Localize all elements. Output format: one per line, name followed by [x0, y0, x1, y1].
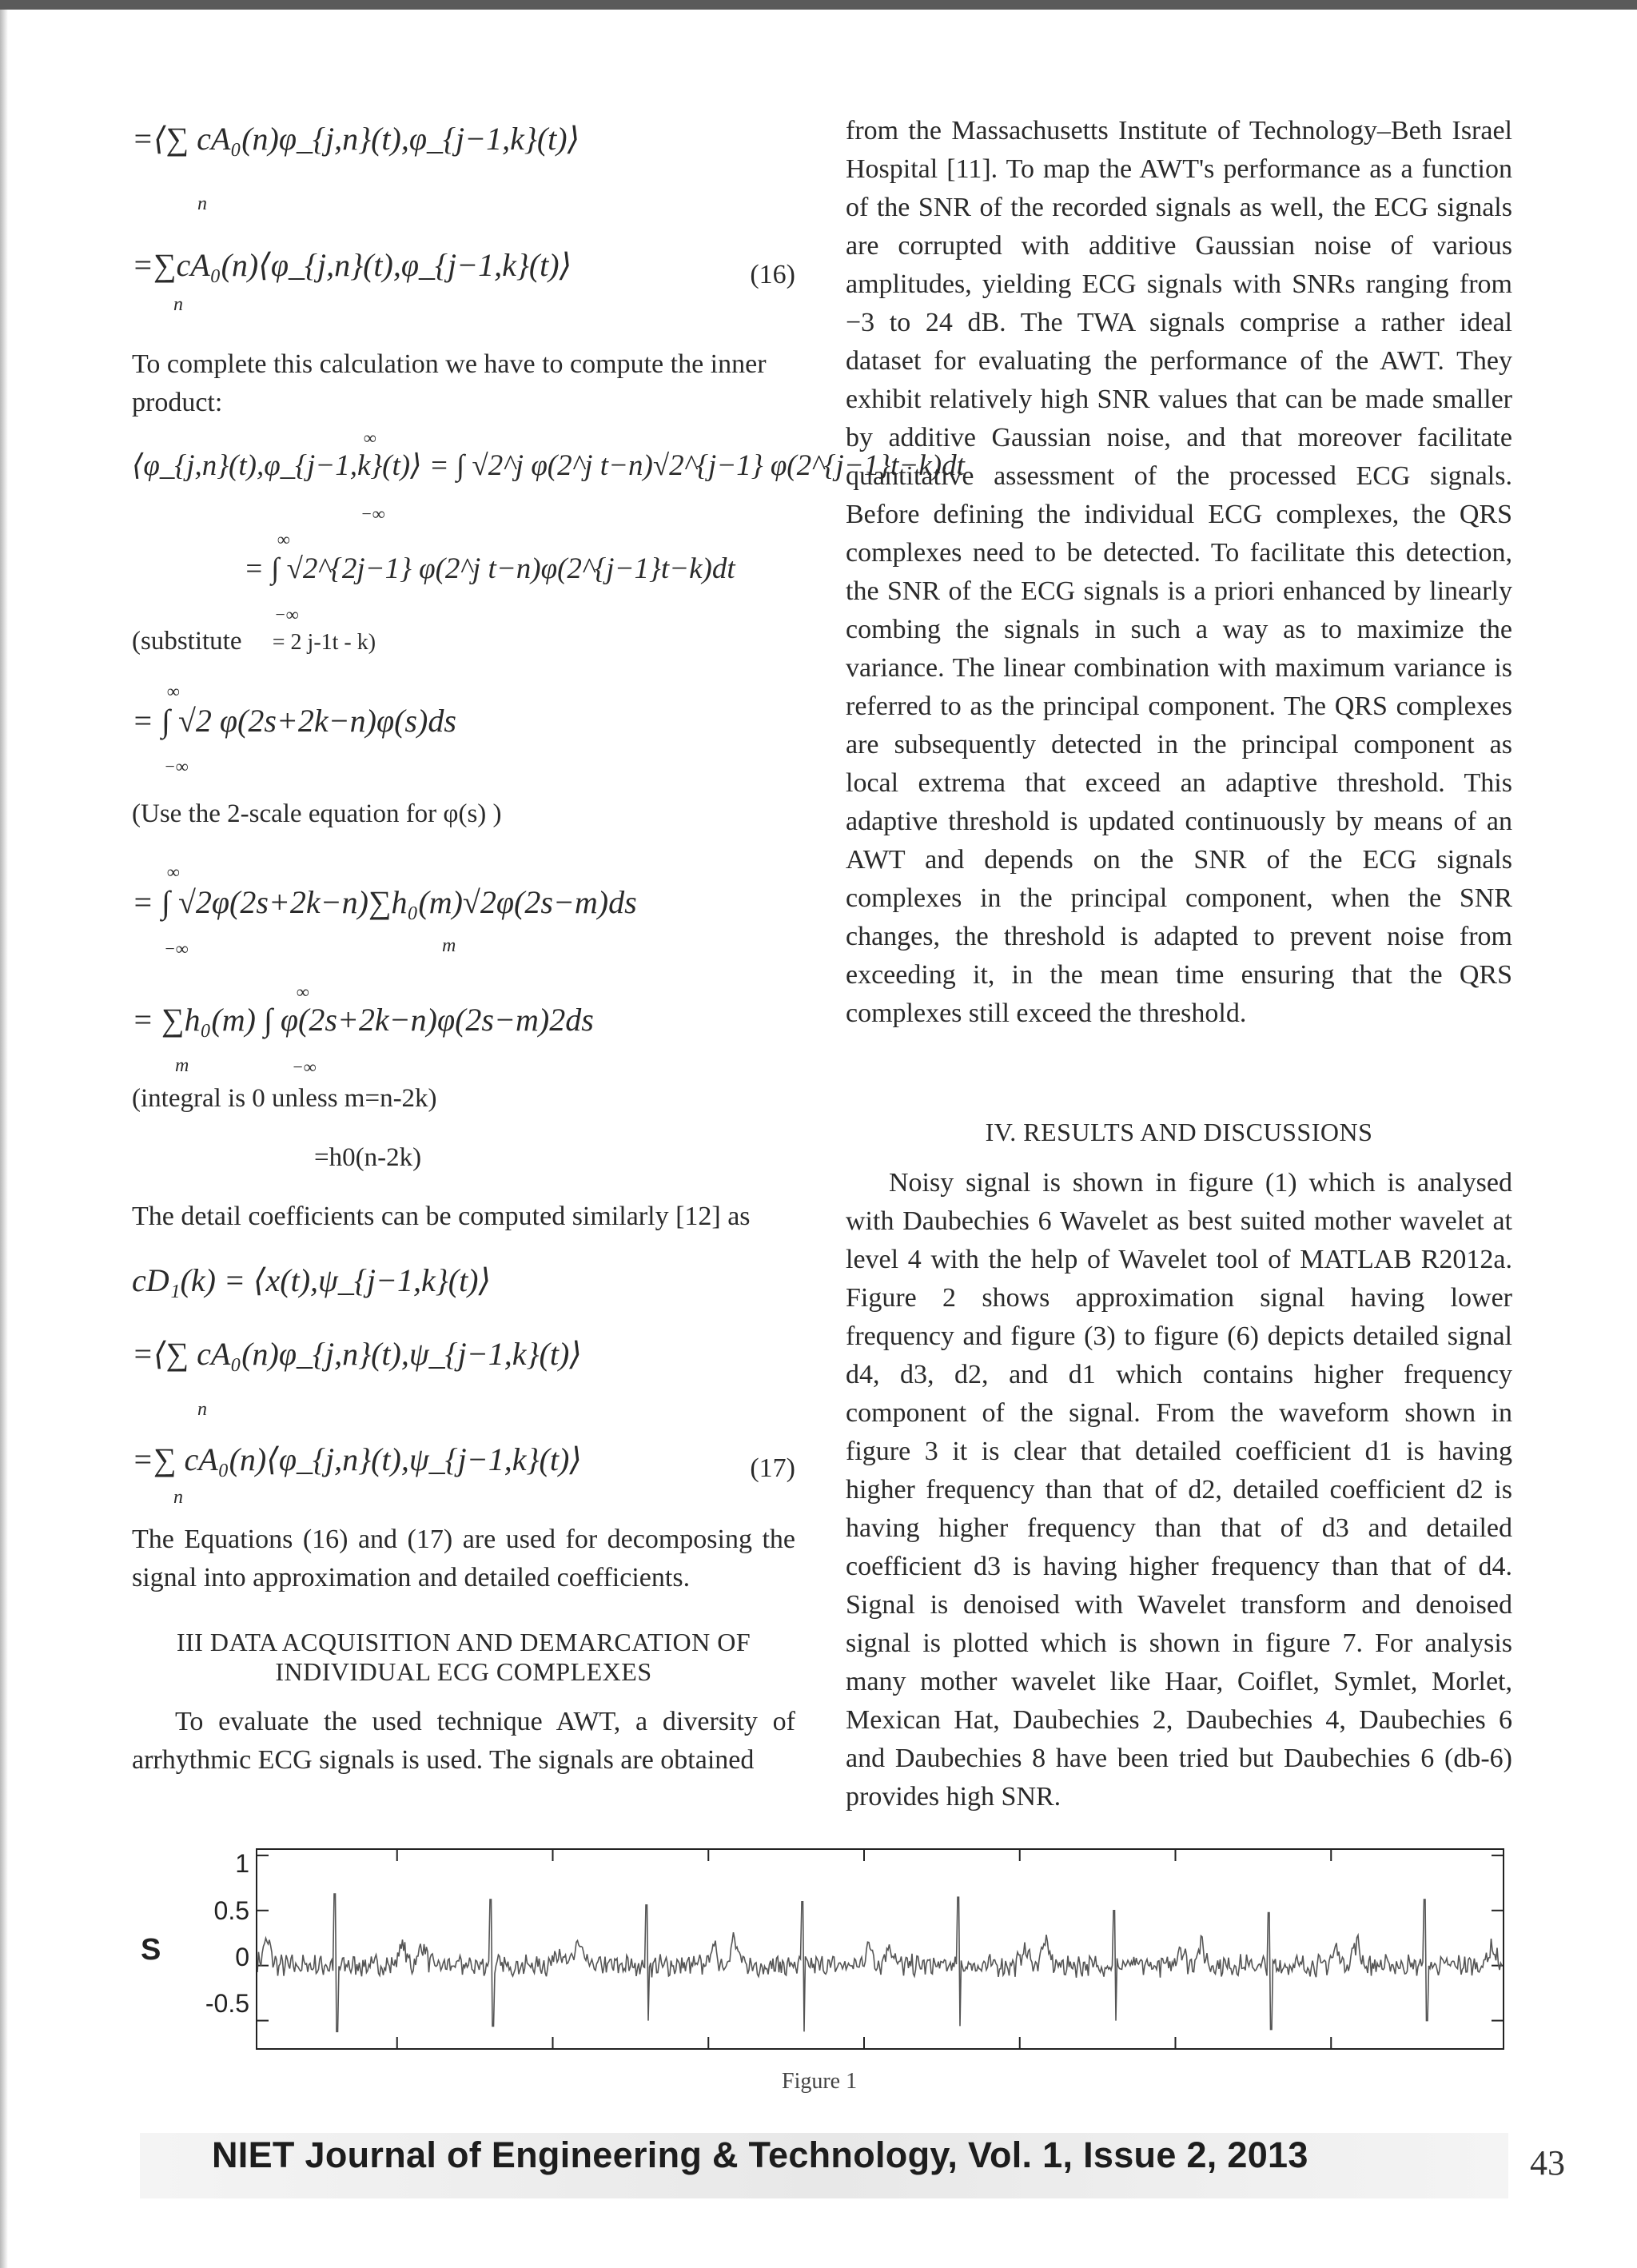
eq16-line2	[132, 246, 572, 284]
eq17-line3-sub: n	[173, 1487, 183, 1508]
eq-after-substitution: = ∫ √2 φ(2s+2k−n)φ(s)ds	[132, 703, 456, 739]
eq-2scale-upper-limit: ∞	[167, 862, 180, 882]
section3-heading-line2: INDIVIDUAL ECG COMPLEXES	[275, 1657, 652, 1686]
eq16-line1-text: =⟨∑ cA₀(n)φ_{j,n}(t),φ_{j−1,k}(t)⟩	[132, 121, 580, 157]
ytick-0.5: 0.5	[213, 1896, 249, 1925]
scan-left-edge	[0, 10, 8, 2268]
ecg-signal-svg	[257, 1850, 1503, 2048]
eq16-number: (16)	[750, 260, 795, 289]
eq16-line2-sub: n	[173, 294, 183, 315]
ytick-neg0.5: -0.5	[205, 1989, 249, 2018]
inner-eq1: ⟨φ_{j,n}(t),φ_{j−1,k}(t)⟩ = ∫ √2^j φ(2^j t−n)√2^{j−1} φ(2^{j−1}t−k)dt	[132, 449, 965, 482]
ytick-1: 1	[235, 1849, 249, 1878]
eq-sumh-lower-limit: −∞	[292, 1057, 317, 1077]
eq-sumh-sub: m	[175, 1055, 189, 1076]
page-number: 43	[1530, 2143, 1565, 2182]
para-inner-product: To complete this calculation we have to compute the inner product:	[132, 349, 767, 417]
eq-sub-lower-limit: −∞	[164, 756, 189, 776]
scan-top-edge	[0, 0, 1637, 10]
eq17-line2: =⟨∑ cA₀(n)φ_{j,n}(t),ψ_{j−1,k}(t)⟩	[132, 1336, 582, 1372]
eq17-number: (17)	[750, 1453, 795, 1483]
journal-footer: NIET Journal of Engineering & Technology, Vol. 1, Issue 2, 2013	[212, 2134, 1308, 2175]
para-dataset: from the Massachusetts Institute of Technology–Beth Israel Hospital [11]. To map the AWT's performance as a function of the SNR of the recorded signals as well, the ECG signals are corrupted with additive Gaussian noise of various amplitudes, yielding ECG signals with SNRs ranging from −3 to 24 dB. The TWA signals comprise a rather ideal dataset for evaluating the performance of the AWT. They exhibit relatively high SNR values that can be made smaller by additive Gaussian noise, and that moreover facilitate quantitative assessment of the processed ECG signals. Before defining the individual ECG complexes, the QRS complexes need to be detected. To facilitate this detection, the SNR of the ECG signals is a priori enhanced by linearly combing the signals in such a way as to maximize the variance. The linear combination with maximum variance is referred to as the principal component. The QRS complexes are subsequently detected in the principal component as local extrema that exceed an adaptive threshold. This adaptive threshold is updated continuously by means of an AWT and depends on the SNR of the ECG signals complexes in the principal component, when the SNR changes, the threshold is adapted to prevent noise from exceeding it, in the mean time ensuring that the QRS complexes still exceed the threshold.	[846, 116, 1512, 1028]
section3-heading-line1: III DATA ACQUISITION AND DEMARCATION OF	[176, 1628, 751, 1656]
eq16-line1-sub: n	[197, 193, 207, 214]
substitute-expr: = 2 j-1t - k)	[272, 630, 376, 655]
section4-heading: IV. RESULTS AND DISCUSSIONS	[985, 1118, 1373, 1146]
eq-2scale-lower-limit: −∞	[164, 939, 189, 959]
inner-eq2: = ∫ √2^{2j−1} φ(2^j t−n)φ(2^{j−1}t−k)dt	[244, 552, 735, 585]
section3-heading	[132, 1628, 795, 1687]
left-column	[132, 112, 965, 1799]
inner-eq1-lower-limit: −∞	[360, 504, 385, 524]
right-column	[846, 112, 1512, 1831]
inner-eq1-upper-limit: ∞	[364, 428, 376, 448]
eq-sub-upper-limit: ∞	[167, 681, 180, 701]
figure1-plot	[256, 1848, 1504, 2050]
eq17-line1: cD₁(k) = ⟨x(t),ψ_{j−1,k}(t)⟩	[132, 1262, 492, 1298]
result-h0: =h0(n-2k)	[314, 1143, 422, 1172]
section4-para: Noisy signal is shown in figure (1) which is analysed with Daubechies 6 Wavelet as best suited mother wavelet at level 4 with the help of Wavelet tool of MATLAB R2012a. Figure 2 shows approximation signal having lower frequency and figure (3) to figure (6) depicts detailed signal d4, d3, d2, and d1 which contains higher frequency component of the signal. From the waveform shown in figure 3 it is clear that detailed coefficient d1 is having higher frequency than that of d2, detailed coefficient d2 is having higher frequency than that of d3 and detailed coefficient d3 is having higher frequency than that of d4. Signal is denoised with Wavelet transform and denoised signal is plotted which is shown in figure 7. For analysis many mother wavelet like Haar, Coiflet, Symlet, Morlet, Mexican Hat, Daubechies 2, Daubechies 4, Daubechies 6 and Daubechies 8 have been tried but Daubechies 6 (db-6) provides high SNR.	[846, 1168, 1512, 1812]
eq17-line2-sub: n	[197, 1399, 207, 1420]
eq-sum-h: = ∑h₀(m) ∫ φ(2s+2k−n)φ(2s−m)2ds	[132, 1002, 594, 1038]
inner-eq2-upper-limit: ∞	[277, 529, 290, 549]
use-2scale-note: (Use the 2-scale equation for φ(s) )	[132, 799, 502, 828]
para-detail-coeffs: The detail coefficients can be computed similarly [12] as	[132, 1202, 751, 1231]
section3-para: To evaluate the used technique AWT, a diversity of arrhythmic ECG signals is used. The signals are obtained	[132, 1707, 795, 1775]
eq16-line2-text: =∑cA₀(n)⟨φ_{j,n}(t),φ_{j−1,k}(t)⟩	[132, 247, 572, 283]
ytick-0: 0	[235, 1943, 249, 1971]
eq-sumh-upper-limit: ∞	[297, 982, 309, 1002]
para-equations-use: The Equations (16) and (17) are used for decomposing the signal into approximation and detailed coefficients.	[132, 1525, 795, 1592]
eq17-line3: =∑ cA₀(n)⟨φ_{j,n}(t),ψ_{j−1,k}(t)⟩	[132, 1441, 582, 1477]
eq16-line1	[132, 120, 580, 157]
substitute-label: (substitute	[132, 627, 242, 656]
inner-eq2-lower-limit: −∞	[274, 604, 299, 624]
figure-ylabel: S	[141, 1933, 161, 1967]
figure-caption: Figure 1	[782, 2069, 858, 2094]
eq-2scale: = ∫ √2φ(2s+2k−n)∑h₀(m)√2φ(2s−m)ds	[132, 884, 637, 920]
ecg-signal-line	[257, 1894, 1502, 2031]
substitute-line	[132, 627, 376, 656]
eq-2scale-sub: m	[442, 935, 456, 956]
integral-zero-note: (integral is 0 unless m=n-2k)	[132, 1084, 437, 1113]
